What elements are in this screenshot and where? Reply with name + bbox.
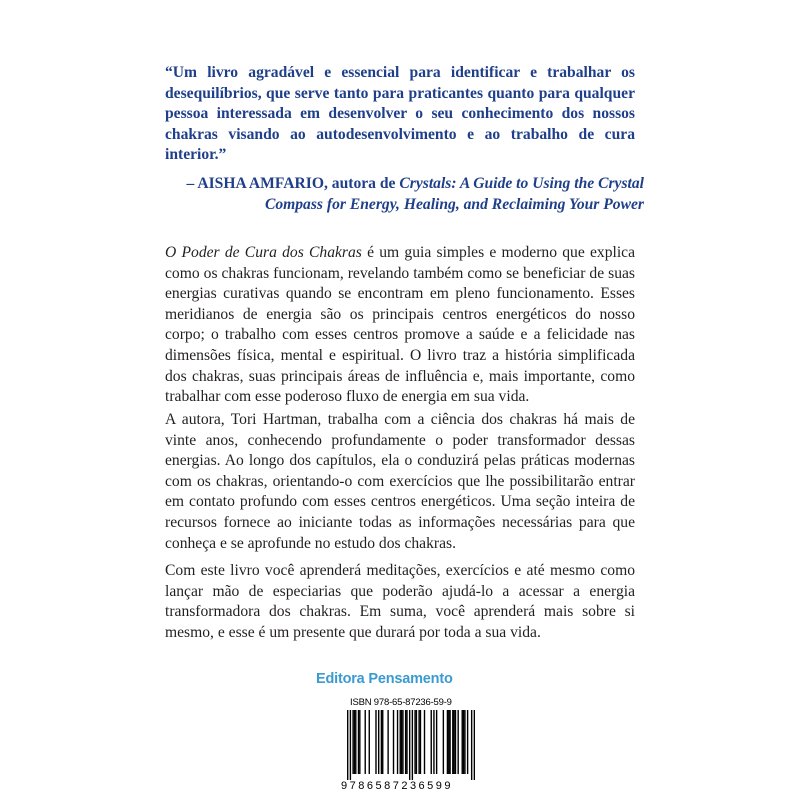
barcode-bar <box>387 710 388 774</box>
isbn-label: ISBN 978-65-87236-59-9 <box>350 697 452 708</box>
barcode-bar <box>354 710 355 774</box>
paragraph-1-text: é um guia simples e moderno que explica como os chakras funcionam, revelando também como se beneficiar de suas energias curativas quando se encontram em pleno funcionamento. Esses meridianos de energia são os principais centros energéticos do nosso corpo; o trabalho com esses centros promove a saúde e a felicidade nas dimensões física, mental e espiritual. O livro traz a história simplificada dos chakras, suas principais áreas de influência e, mais importante, como trabalhar com esse poderoso fluxo de energia em sua vida. <box>165 244 636 406</box>
barcode-bar <box>400 710 401 774</box>
barcode-bar <box>375 710 376 774</box>
barcode-bar <box>449 710 450 774</box>
barcode-bar <box>397 710 398 774</box>
barcode-image <box>347 710 475 780</box>
barcode-bar <box>401 710 402 774</box>
barcode-bar <box>347 710 348 780</box>
barcode-bar <box>355 710 356 774</box>
barcode-bar <box>405 710 406 774</box>
barcode-bar <box>424 710 425 774</box>
barcode-bar <box>467 710 468 774</box>
description-paragraph-2: A autora, Tori Hartman, trabalha com a ciência dos chakras há mais de vinte anos, conhecendo profundamente o poder transformador dessas energias. Ao longo dos capítulos, ela o conduzirá pelas práticas modernas com os chakras, orientando-o com exercícios que lhe possibilitarão entrar em contato profundo com esses centros energéticos. Uma seção inteira de recursos fornece ao iniciante todas as informações necessárias para que conheça e se aprofunde no estudo dos chakras. <box>165 411 635 552</box>
barcode-bar <box>462 710 463 774</box>
barcode-bar <box>402 710 403 774</box>
description-paragraph-3: Com este livro você aprenderá meditações, exercícios e até mesmo como lançar mão de especiarias que poderão ajudá-lo a acessar a energia transformadora dos chakras. Em suma, você aprenderá mais sobre si mesmo, e esse é um presente que durará por toda a sua vida. <box>165 562 635 641</box>
description-paragraph-1 <box>165 243 635 408</box>
barcode-bar <box>378 710 379 774</box>
barcode-bar <box>457 710 458 774</box>
barcode-bar <box>447 710 448 774</box>
attribution-author: – AISHA AMFARIO, autora de <box>186 175 400 192</box>
endorsement-quote: “Um livro agradável e essencial para identificar e trabalhar os desequilíbrios, que serve tanto para praticantes quanto para qualquer pessoa interessada em desenvolver o seu conhecimento dos nossos chakras visando ao autodesenvolvimento e ao trabalho de cura interior.” <box>165 64 635 163</box>
barcode-bar <box>436 710 437 774</box>
barcode-bar <box>412 710 413 780</box>
publisher-name: Editora Pensamento <box>316 671 453 687</box>
barcode-bar <box>358 710 359 774</box>
attribution-book-title: Crystals: A Guide to Using the Crystal Compass for Energy, Healing, and Reclaiming Your Power <box>264 175 644 213</box>
barcode-bar <box>463 710 464 774</box>
barcode-bar <box>418 710 419 774</box>
barcode-bar <box>352 710 353 774</box>
barcode-bar <box>453 710 454 774</box>
barcode-bar <box>350 710 351 780</box>
barcode-bar <box>414 710 415 774</box>
barcode-bar <box>464 710 465 774</box>
barcode-bar <box>455 710 456 774</box>
barcode-digits <box>341 780 481 792</box>
barcode-bar <box>443 710 444 774</box>
quote-attribution <box>184 173 644 215</box>
barcode-bar <box>420 710 421 774</box>
barcode-bar <box>382 710 383 774</box>
barcode-bar <box>406 710 407 774</box>
barcode-bar <box>359 710 360 774</box>
barcode-number: 9786587236599 <box>341 780 454 792</box>
barcode-bar <box>381 710 382 774</box>
barcode-bar <box>471 710 472 780</box>
barcode-bar <box>409 710 410 780</box>
barcode-bar <box>365 710 366 774</box>
barcode-bar <box>393 710 394 774</box>
barcode-bar <box>433 710 434 774</box>
barcode-bar <box>474 710 475 780</box>
book-title: O Poder de Cura dos Chakras <box>165 244 362 261</box>
barcode-bar <box>452 710 453 774</box>
barcode-bar <box>431 710 432 774</box>
barcode-bar <box>369 710 370 774</box>
barcode-bar <box>448 710 449 774</box>
barcode-bar <box>416 710 417 774</box>
